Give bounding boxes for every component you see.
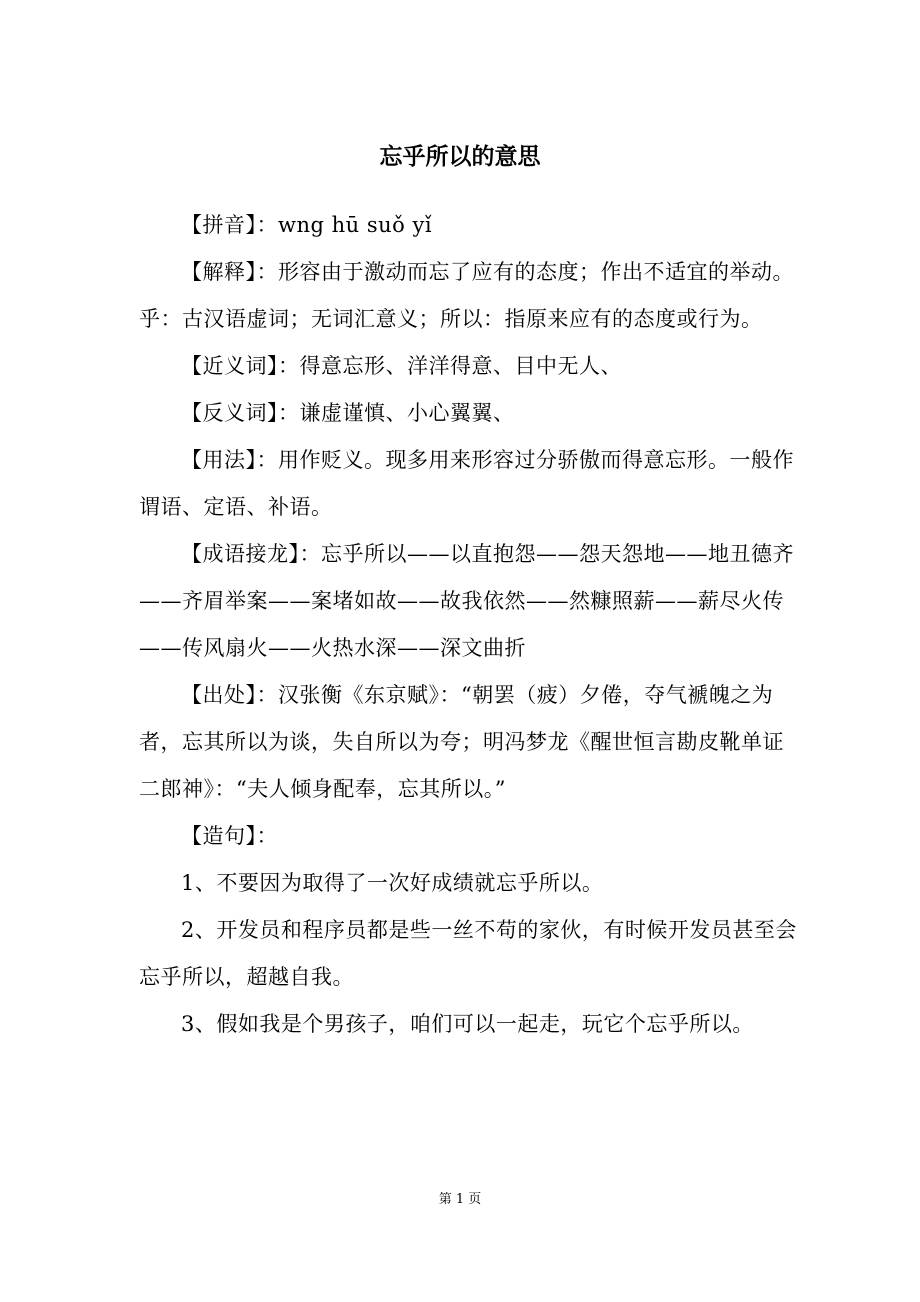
source-paragraph: 【出处】：汉张衡《东京赋》：“朝罢（疲）夕倦，夺气褫魄之为者，忘其所以为谈，失自所以为夸；明冯梦龙《醒世恒言勘皮靴单证二郎神》：“夫人倾身配奉，忘其所以。” <box>139 683 784 801</box>
antonyms-paragraph: 【反义词】：谦虚谨慎、小心翼翼、 <box>181 401 515 425</box>
document-body <box>139 202 799 1048</box>
page-number-footer: 第 1 页 <box>438 1192 482 1207</box>
synonyms-paragraph: 【近义词】：得意忘形、洋洋得意、目中无人、 <box>181 354 622 378</box>
idiom-chain-paragraph: 【成语接龙】：忘乎所以——以直抱怨——怨天怨地——地丑德齐——齐眉举案——案堵如故——故我依然——然糠照薪——薪尽火传——传风扇火——火热水深——深文曲折 <box>139 542 794 660</box>
example-sentence-2: 2、开发员和程序员都是些一丝不苟的家伙，有时候开发员甚至会忘乎所以，超越自我。 <box>139 918 797 989</box>
pinyin-paragraph: 【拼音】：wng hū suǒ yǐ <box>181 213 433 237</box>
example-sentence-1: 1、不要因为取得了一次好成绩就忘乎所以。 <box>181 871 604 895</box>
document-title: 忘乎所以的意思 <box>379 144 541 170</box>
example-sentences-heading: 【造句】： <box>181 824 278 848</box>
example-sentence-3: 3、假如我是个男孩子，咱们可以一起走，玩它个忘乎所以。 <box>181 1012 754 1036</box>
explanation-paragraph: 【解释】：形容由于激动而忘了应有的态度；作出不适宜的举动。乎：古汉语虚词；无词汇意义；所以：指原来应有的态度或行为。 <box>139 260 794 331</box>
usage-paragraph: 【用法】：用作贬义。现多用来形容过分骄傲而得意忘形。一般作谓语、定语、补语。 <box>139 448 794 519</box>
